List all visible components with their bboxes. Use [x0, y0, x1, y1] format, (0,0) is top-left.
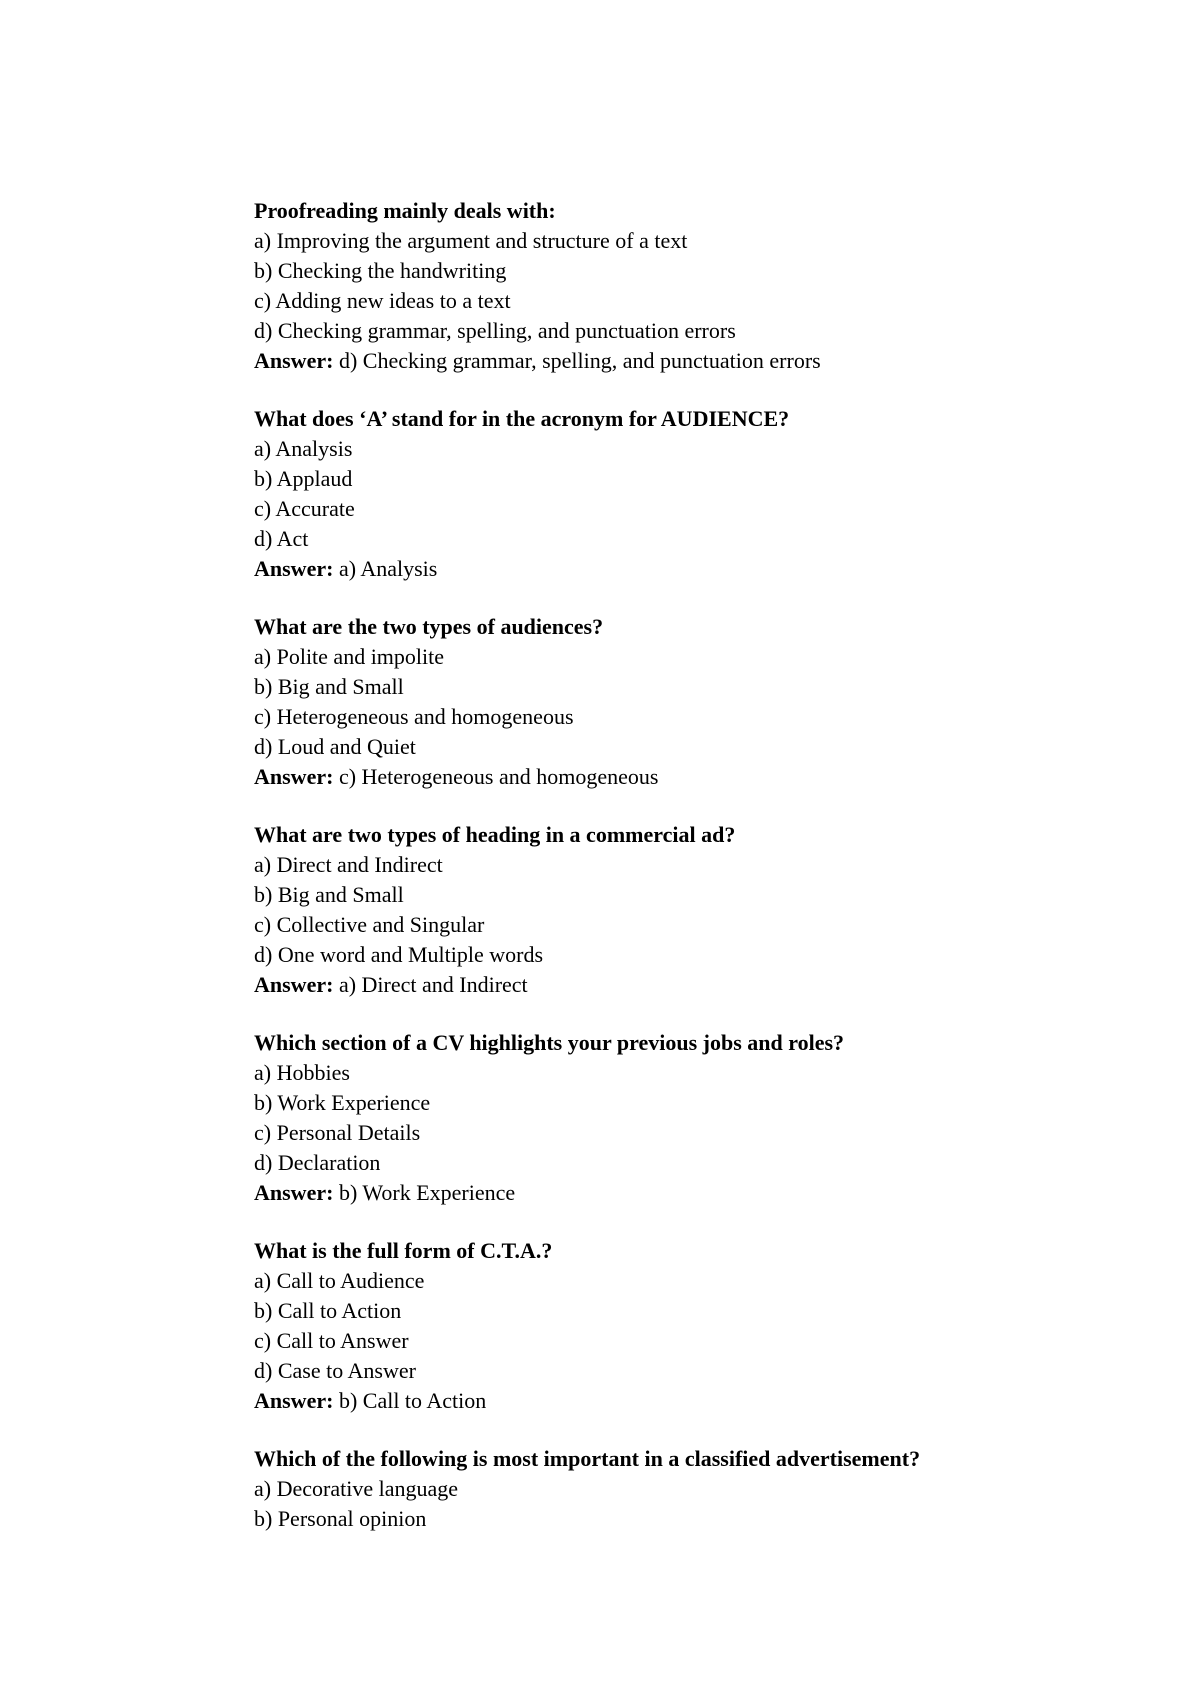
answer-value: a) Direct and Indirect — [338, 972, 528, 997]
option-b: b) Big and Small — [254, 674, 404, 699]
question-text: Which of the following is most important in a classified advertisement? — [254, 1446, 921, 1471]
option-d: d) Checking grammar, spelling, and punctuation errors — [254, 318, 736, 343]
answer-value: b) Work Experience — [338, 1180, 516, 1205]
question-text: Proofreading mainly deals with: — [254, 198, 556, 223]
option-b: b) Call to Action — [254, 1298, 402, 1323]
option-d: d) One word and Multiple words — [254, 942, 544, 967]
question-block-4 — [254, 820, 1154, 1000]
answer-line — [254, 1178, 1154, 1208]
answer-label: Answer: — [254, 556, 334, 581]
question-text: What does ‘A’ stand for in the acronym for AUDIENCE? — [254, 406, 790, 431]
question-block-6 — [254, 1236, 1154, 1416]
question-text: What is the full form of C.T.A.? — [254, 1238, 553, 1263]
answer-value: d) Checking grammar, spelling, and punctuation errors — [338, 348, 821, 373]
answer-label: Answer: — [254, 764, 334, 789]
option-a: a) Direct and Indirect — [254, 852, 443, 877]
answer-label: Answer: — [254, 348, 334, 373]
option-a: a) Call to Audience — [254, 1268, 425, 1293]
question-block-1 — [254, 196, 1154, 376]
answer-line — [254, 1386, 1154, 1416]
option-d: d) Case to Answer — [254, 1358, 416, 1383]
option-d: d) Declaration — [254, 1150, 381, 1175]
question-text: What are two types of heading in a commercial ad? — [254, 822, 736, 847]
question-block-7 — [254, 1444, 1154, 1534]
option-a: a) Improving the argument and structure of a text — [254, 228, 688, 253]
option-a: a) Hobbies — [254, 1060, 350, 1085]
option-b: b) Personal opinion — [254, 1506, 427, 1531]
option-b: b) Applaud — [254, 466, 353, 491]
question-block-2 — [254, 404, 1154, 584]
option-a: a) Analysis — [254, 436, 353, 461]
answer-value: a) Analysis — [338, 556, 438, 581]
option-a: a) Decorative language — [254, 1476, 458, 1501]
question-block-5 — [254, 1028, 1154, 1208]
question-text: Which section of a CV highlights your previous jobs and roles? — [254, 1030, 845, 1055]
option-c: c) Personal Details — [254, 1120, 421, 1145]
option-b: b) Big and Small — [254, 882, 404, 907]
option-c: c) Accurate — [254, 496, 355, 521]
option-c: c) Collective and Singular — [254, 912, 485, 937]
question-block-3 — [254, 612, 1154, 792]
document-page — [254, 196, 1154, 1562]
answer-line — [254, 554, 1154, 584]
answer-line — [254, 762, 1154, 792]
option-c: c) Heterogeneous and homogeneous — [254, 704, 574, 729]
option-a: a) Polite and impolite — [254, 644, 445, 669]
answer-line — [254, 970, 1154, 1000]
answer-value: b) Call to Action — [338, 1388, 487, 1413]
answer-label: Answer: — [254, 972, 334, 997]
answer-label: Answer: — [254, 1180, 334, 1205]
option-d: d) Act — [254, 526, 309, 551]
option-d: d) Loud and Quiet — [254, 734, 416, 759]
question-text: What are the two types of audiences? — [254, 614, 604, 639]
option-b: b) Checking the handwriting — [254, 258, 507, 283]
option-b: b) Work Experience — [254, 1090, 431, 1115]
answer-value: c) Heterogeneous and homogeneous — [338, 764, 659, 789]
option-c: c) Call to Answer — [254, 1328, 409, 1353]
answer-line — [254, 346, 1154, 376]
answer-label: Answer: — [254, 1388, 334, 1413]
option-c: c) Adding new ideas to a text — [254, 288, 511, 313]
